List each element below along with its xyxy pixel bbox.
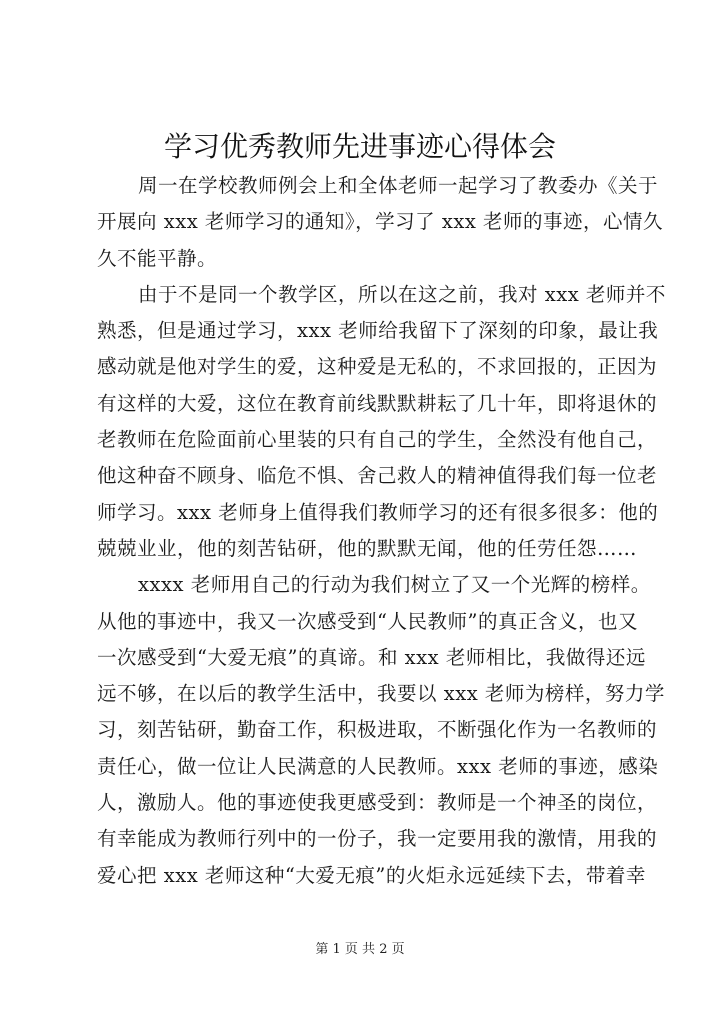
document-title: 学习优秀教师先进事迹心得体会 [163,130,556,163]
text-line: 久不能平静。 [97,246,218,270]
text-line: 感动就是他对学生的爱，这种爱是无私的，不求回报的，正因为 [97,355,658,379]
text-line: 远不够，在以后的教学生活中，我要以 xxx 老师为榜样，努力学 [97,682,665,706]
text-line: 熟悉，但是通过学习，xxx 老师给我留下了深刻的印象，最让我 [97,319,659,343]
text-line: xxxx 老师用自己的行动为我们树立了又一个光辉的榜样。 [138,573,651,597]
text-line: 有这样的大爱，这位在教育前线默默耕耘了几十年，即将退休的 [97,391,658,415]
text-line: 他这种奋不顾身、临危不惧、舍己救人的精神值得我们每一位老 [97,464,658,488]
page-footer: 第 1 页 共 2 页 [315,942,405,957]
text-line: 有幸能成为教师行列中的一份子，我一定要用我的激情，用我的 [97,827,658,851]
paragraph [97,168,664,277]
document-body [97,168,666,894]
text-line: 师学习。xxx 老师身上值得我们教师学习的还有很多很多：他的 [97,500,659,524]
text-line: 周一在学校教师例会上和全体老师一起学习了教委办《关于 [138,174,659,197]
text-line: 由于不是同一个教学区，所以在这之前，我对 xxx 老师并不 [138,282,666,306]
paragraph [97,277,666,567]
text-line: 老教师在危险面前心里装的只有自己的学生，全然没有他自己， [97,428,658,452]
paragraph [97,567,665,894]
text-line: 兢兢业业，他的刻苦钻研，他的默默无闻，他的任劳任怨…… [97,536,638,560]
text-line: 人，激励人。他的事迹使我更感受到：教师是一个神圣的岗位， [97,791,658,815]
text-line: 一次感受到“大爱无痕”的真谛。和 xxx 老师相比，我做得还远 [97,645,646,669]
text-line: 从他的事迹中，我又一次感受到“人民教师”的真正含义，也又 [97,609,638,633]
text-line: 开展向 xxx 老师学习的通知》，学习了 xxx 老师的事迹，心情久 [97,210,664,234]
text-line: 习，刻苦钻研，勤奋工作，积极进取，不断强化作为一名教师的 [97,718,658,742]
text-line: 爱心把 xxx 老师这种“大爱无痕”的火炬永远延续下去，带着幸 [97,863,646,887]
text-line: 责任心，做一位让人民满意的人民教师。xxx 老师的事迹，感染 [97,754,659,778]
